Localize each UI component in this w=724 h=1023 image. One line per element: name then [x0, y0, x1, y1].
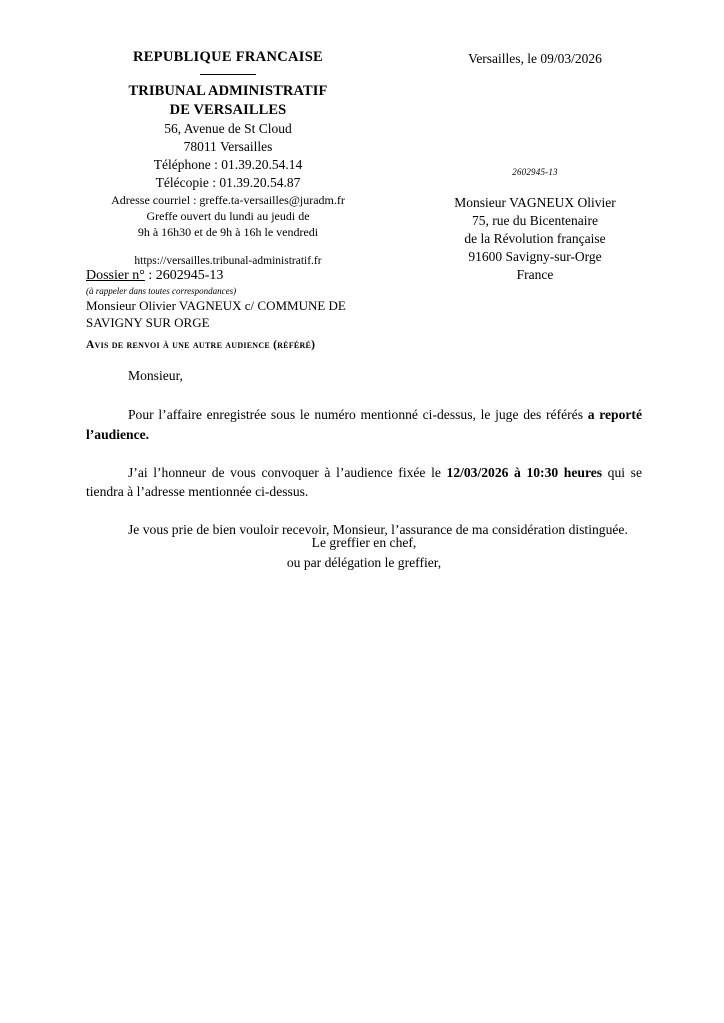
dossier-parties-line2: SAVIGNY SUR ORGE	[86, 315, 210, 331]
court-email: Adresse courriel : greffe.ta-versailles@juradm.fr	[111, 192, 345, 207]
recipient-address-line2: de la Révolution française	[464, 230, 606, 246]
dossier-block	[86, 268, 506, 331]
court-website: https://versailles.tribunal-administratif.fr	[134, 255, 322, 267]
paragraph-convocation	[86, 463, 642, 503]
reference-number-small: 2602945-13	[512, 167, 558, 177]
recipient-address-line3: 91600 Savigny-sur-Orge	[468, 248, 602, 264]
tribunal-name-line1: TRIBUNAL ADMINISTRATIF	[128, 83, 328, 100]
paragraph1-text: Pour l’affaire enregistrée sous le numéro mentionné ci-dessus, le juge des référés	[128, 406, 588, 422]
hearing-datetime: 12/03/2026 à 10:30 heures	[446, 464, 603, 480]
paragraph1-emphasis: a reporté l’audience.	[86, 406, 642, 442]
court-city: 78011 Versailles	[183, 138, 273, 154]
signature-block	[86, 533, 642, 572]
tribunal-name-line2: DE VERSAILLES	[169, 102, 287, 119]
date-line: Versailles, le 09/03/2026	[468, 51, 602, 66]
dossier-number: 2602945-13	[155, 268, 224, 283]
court-phone: Téléphone : 01.39.20.54.14	[153, 156, 303, 172]
dossier-separator: :	[144, 268, 156, 283]
signature-line2: ou par délégation le greffier,	[286, 554, 442, 570]
court-fax: Télécopie : 01.39.20.54.87	[155, 174, 301, 190]
court-hours-line1: Greffe ouvert du lundi au jeudi de	[146, 208, 310, 223]
dossier-parties-line1: Monsieur Olivier VAGNEUX c/ COMMUNE DE	[86, 298, 346, 314]
dossier-note: (à rappeler dans toutes correspondances)	[86, 285, 237, 296]
signature-line1: Le greffier en chef,	[311, 535, 417, 550]
court-street: 56, Avenue de St Cloud	[164, 120, 292, 136]
paragraph2-text-before: J’ai l’honneur de vous convoquer à l’audience fixée le	[128, 464, 447, 480]
republic-title: REPUBLIQUE FRANCAISE	[132, 49, 324, 65]
subject-heading: Avis de renvoi à une autre audience (référé)	[86, 339, 316, 351]
recipient-name: Monsieur VAGNEUX Olivier	[454, 195, 616, 210]
dossier-label: Dossier n°	[86, 268, 145, 283]
paragraph2-text-after: qui se tiendra à l’adresse mentionnée ci-dessus.	[86, 464, 642, 500]
recipient-country: France	[516, 266, 554, 282]
recipient-address-line1: 75, rue du Bicentenaire	[472, 212, 598, 228]
paragraph-postponement	[86, 405, 642, 445]
header-divider	[200, 74, 256, 75]
court-letterhead	[60, 48, 396, 269]
salutation: Monsieur,	[128, 368, 183, 383]
paragraph-closing: Je vous prie de bien vouloir recevoir, Monsieur, l’assurance de ma considération distinguée.	[128, 522, 628, 538]
dossier-line	[86, 268, 506, 285]
court-hours-line2: 9h à 16h30 et de 9h à 16h le vendredi	[137, 224, 319, 239]
letter-body	[86, 366, 642, 558]
